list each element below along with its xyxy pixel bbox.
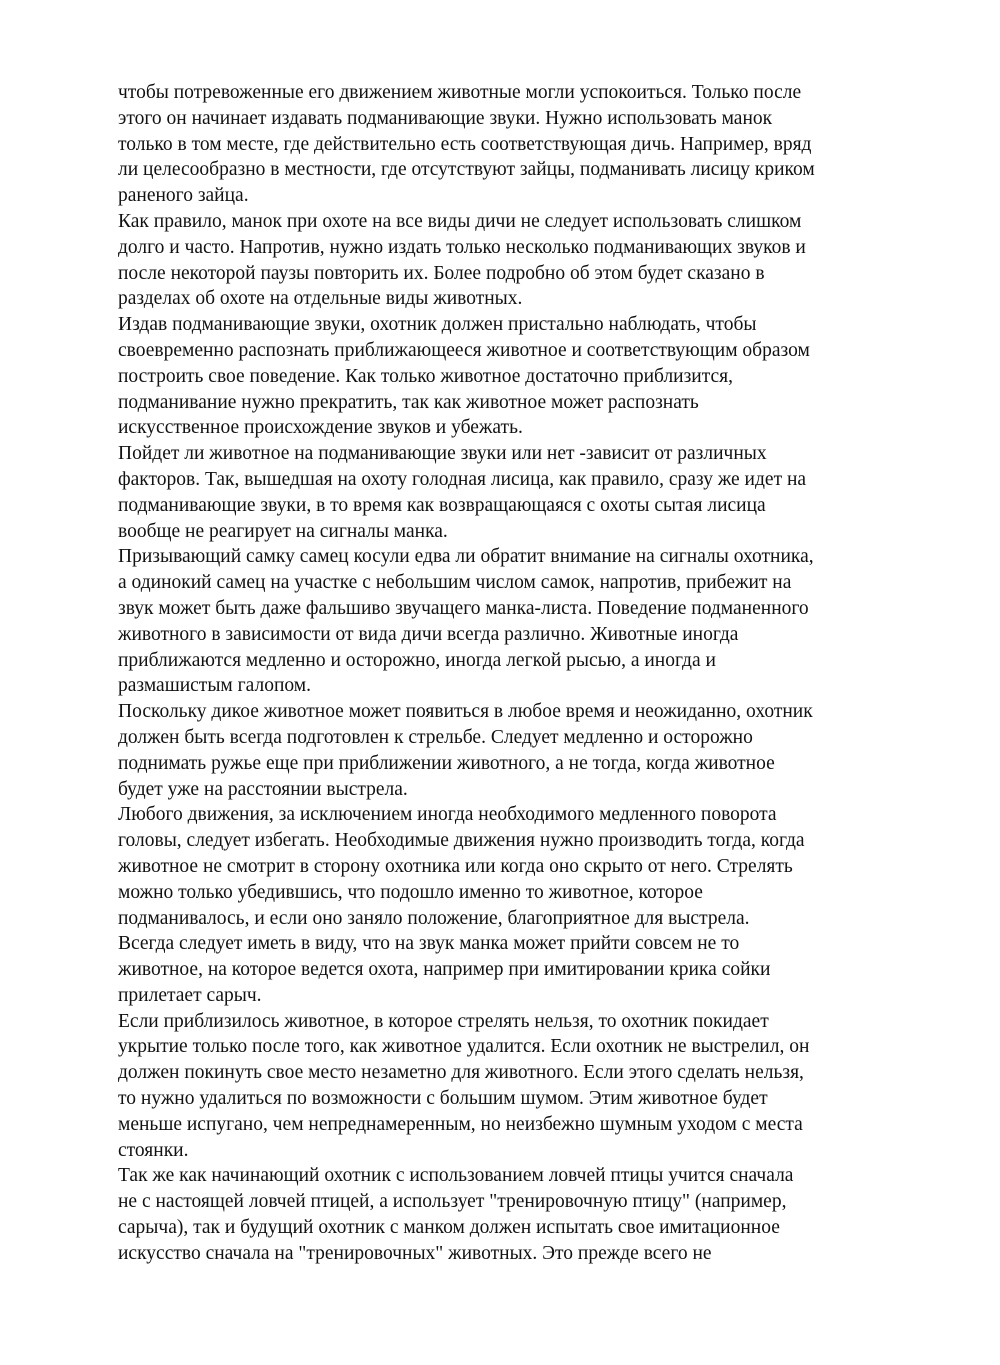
text-line: искусственное происхождение звуков и убежать. (118, 417, 523, 439)
text-line: должен быть всегда подготовлен к стрельбе. Следует медленно и осторожно (118, 726, 753, 748)
text-line: Всегда следует иметь в виду, что на звук манка может прийти совсем не то (118, 933, 740, 955)
text-line: подманивалось, и если оно заняло положение, благоприятное для выстрела. (118, 907, 750, 929)
text-line: а одинокий самец на участке с небольшим числом самок, напротив, прибежит на (118, 572, 792, 594)
text-line: этого он начинает издавать подманивающие звуки. Нужно использовать манок (118, 107, 773, 129)
text-line: будет уже на расстоянии выстрела. (118, 778, 408, 800)
text-line: чтобы потревоженные его движением животные могли успокоиться. Только после (118, 82, 802, 103)
text-line: Любого движения, за исключением иногда необходимого медленного поворота (118, 804, 777, 826)
text-line: приближаются медленно и осторожно, иногда легкой рысью, а иногда и (118, 649, 716, 671)
text-line: построить свое поведение. Как только животное достаточно приблизится, (118, 365, 734, 387)
text-line: звук может быть даже фальшиво звучащего манка-листа. Поведение подманенного (118, 597, 809, 619)
text-line: Как правило, манок при охоте на все виды дичи не следует использовать слишком (118, 210, 802, 232)
text-line: сарыча), так и будущий охотник с манком должен испытать свое имитационное (118, 1217, 780, 1239)
text-line: меньше испугано, чем непреднамеренным, но неизбежно шумным уходом с места (118, 1113, 803, 1135)
text-line: животного в зависимости от вида дичи всегда различно. Животные иногда (118, 623, 739, 645)
text-line: только в том месте, где действительно есть соответствующая дичь. Например, вряд (118, 133, 812, 155)
text-line: не с настоящей ловчей птицей, а использует "тренировочную птицу" (например, (118, 1191, 787, 1213)
text-line: Призывающий самку самец косули едва ли обратит внимание на сигналы охотника, (118, 546, 814, 568)
text-line: прилетает сарыч. (118, 984, 262, 1006)
text-line: подманивающие звуки, в то время как возвращающаяся с охоты сытая лисица (118, 494, 766, 516)
text-line: животное не смотрит в сторону охотника или когда оно скрыто от него. Стрелять (118, 855, 793, 877)
text-line: головы, следует избегать. Необходимые движения нужно производить тогда, когда (118, 830, 805, 852)
text-line: Поскольку дикое животное может появиться в любое время и неожиданно, охотник (118, 701, 813, 723)
text-line: вообще не реагирует на сигналы манка. (118, 520, 448, 542)
text-line: Если приблизилось животное, в которое стрелять нельзя, то охотник покидает (118, 1010, 769, 1032)
text-line: размашистым галопом. (118, 675, 311, 697)
text-line: поднимать ружье еще при приближении животного, а не тогда, когда животное (118, 752, 775, 774)
document-page (118, 80, 930, 1267)
text-line: Пойдет ли животное на подманивающие звуки или нет -зависит от различных (118, 443, 767, 465)
text-line: то нужно удалиться по возможности с большим шумом. Этим животное будет (118, 1088, 768, 1110)
text-line: стоянки. (118, 1139, 189, 1161)
text-line: укрытие только после того, как животное удалится. Если охотник не выстрелил, он (118, 1036, 810, 1058)
text-line: Издав подманивающие звуки, охотник должен пристально наблюдать, чтобы (118, 314, 757, 336)
text-line: искусство сначала на "тренировочных" животных. Это прежде всего не (118, 1242, 712, 1264)
text-line: подманивание нужно прекратить, так как животное может распознать (118, 391, 699, 413)
text-line: после некоторой паузы повторить их. Более подробно об этом будет сказано в (118, 262, 765, 284)
text-line: своевременно распознать приближающееся животное и соответствующим образом (118, 339, 810, 361)
text-line: раненого зайца. (118, 185, 249, 207)
text-line: можно только убедившись, что подошло именно то животное, которое (118, 881, 703, 903)
text-line: разделах об охоте на отдельные виды животных. (118, 288, 523, 310)
text-line: должен покинуть свое место незаметно для животного. Если этого сделать нельзя, (118, 1062, 804, 1084)
text-line: факторов. Так, вышедшая на охоту голодная лисица, как правило, сразу же идет на (118, 468, 807, 490)
text-line: ли целесообразно в местности, где отсутствуют зайцы, подманивать лисицу криком (118, 159, 815, 181)
text-line: долго и часто. Напротив, нужно издать только несколько подманивающих звуков и (118, 236, 806, 258)
text-line: Так же как начинающий охотник с использованием ловчей птицы учится сначала (118, 1165, 794, 1187)
text-line: животное, на которое ведется охота, например при имитировании крика сойки (118, 959, 771, 981)
